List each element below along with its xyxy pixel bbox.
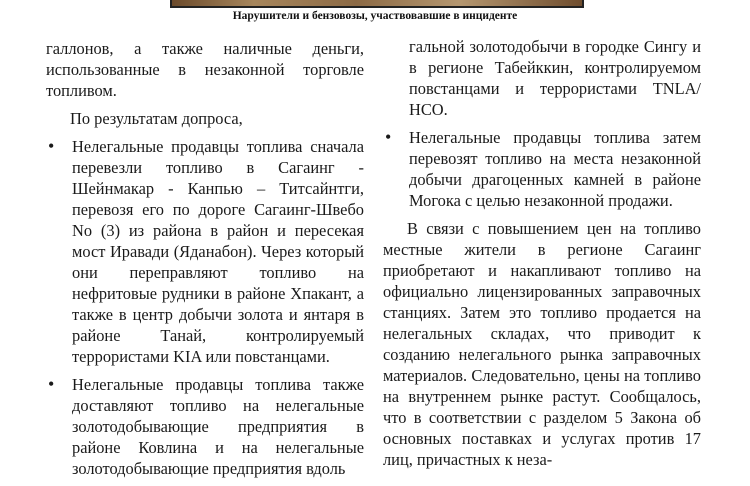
bullet-icon: • (48, 374, 55, 394)
list-item (383, 127, 701, 211)
incident-photo (170, 0, 584, 8)
bullet-icon: • (48, 136, 55, 156)
figure-caption: Нарушители и бензовозы, участвовавшие в инциденте (232, 10, 518, 22)
body-paragraph: В связи с повышением цен на топливо местные жители в регионе Сагаинг приобретают и накапливают топливо на официально лицензированных заправочных станциях. Затем это топливо продается на нелегальных складах, что приводит к созданию нелегального рынка заправочных материалов. Следовательно, цены на топливо на внутреннем рынке растут. Сообщалось, что в соответствии с разделом 5 Закона об основных поставках и услугах против 17 лиц, причастных к неза- (383, 219, 701, 469)
list-item-text: Нелегальные продавцы топлива также доставляют топливо на нелегальные золотодобывающие предприятия в районе Ковлина и на нелегальные золотодобывающие предприятия вдоль (72, 375, 364, 478)
bullet-icon: • (385, 127, 392, 147)
left-column (46, 38, 364, 486)
list-item-text: гальной золотодобычи в городке Сингу и в регионе Табейккин, контролируемом повстанцами и террористами TNLA/НСО. (409, 37, 701, 119)
bullet-list-right (383, 36, 701, 211)
list-item (46, 136, 364, 367)
continued-paragraph: галлонов, а также наличные деньги, использованные в незаконной торговле топливом. (46, 39, 364, 100)
intro-paragraph: По результатам допроса, (70, 109, 243, 128)
list-item-continued (383, 36, 701, 120)
list-item-text: Нелегальные продавцы топлива затем перевозят топливо на места незаконной добычи драгоценных камней в районе Могока с целью незаконной продажи. (409, 128, 701, 210)
bullet-list-left (46, 136, 364, 479)
list-item-text: Нелегальные продавцы топлива сначала перевезли топливо в Сагаинг - Шейнмакар - Канпью – Титсайнтги, перевозя его по дороге Сагаинг-Швебо No (3) из района в район и пересекая мост Иравади (Яданабон). Через который они переправляют топливо на нефритовые рудники в районе Хпакант, а также в центр добычи золота и янтаря в районе Танай, контролируемый террористами KIA или повстанцами. (72, 137, 364, 366)
list-item (46, 374, 364, 479)
right-column (383, 36, 701, 477)
